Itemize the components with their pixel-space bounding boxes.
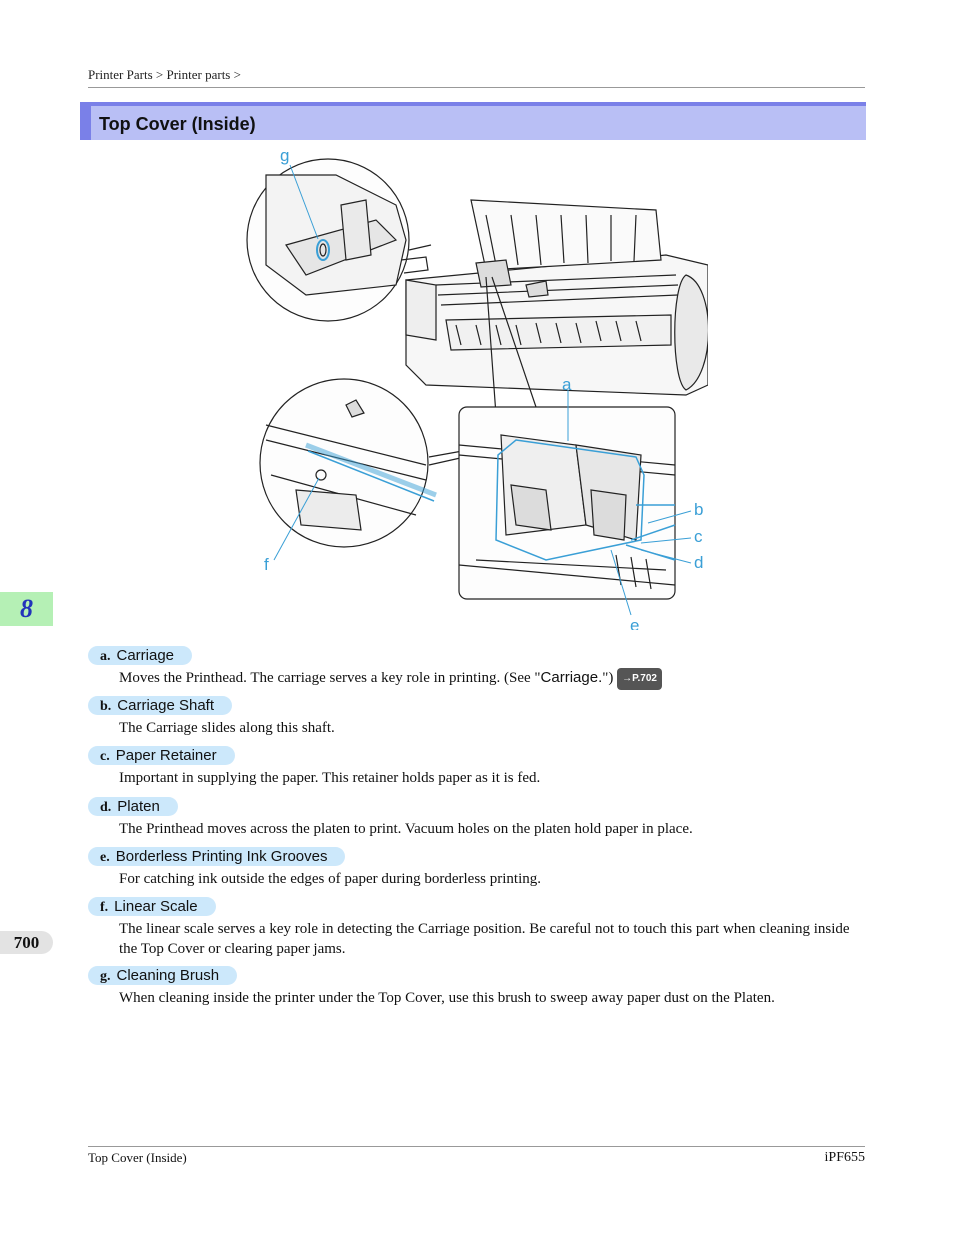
item-tag: d. Platen xyxy=(88,797,178,816)
item-description: The linear scale serves a key role in detecting the Carriage position. Be careful not to touch this part when cleaning inside the Top Cover or clearing paper jams. xyxy=(119,921,850,957)
section-header-accent xyxy=(80,106,91,140)
label-f: f xyxy=(264,555,269,574)
label-d: d xyxy=(694,553,704,572)
item-description: The Printhead moves across the platen to print. Vacuum holes on the platen hold paper in place. xyxy=(119,821,693,837)
list-item-platen xyxy=(88,797,868,839)
list-item-carriage-shaft xyxy=(88,696,868,738)
page-number-tab: 700 xyxy=(0,931,53,954)
printer-illustration xyxy=(246,145,708,630)
item-description: The Carriage slides along this shaft. xyxy=(119,720,335,736)
item-description: When cleaning inside the printer under the Top Cover, use this brush to sweep away paper dust on the Platen. xyxy=(119,990,775,1006)
top-cover xyxy=(471,200,661,270)
list-item-ink-grooves xyxy=(88,847,868,889)
header-divider xyxy=(88,87,865,88)
label-b: b xyxy=(694,500,704,519)
item-description: Important in supplying the paper. This retainer holds paper as it is fed. xyxy=(119,770,541,786)
item-tag: e. Borderless Printing Ink Grooves xyxy=(88,847,345,866)
item-description: Moves the Printhead. The carriage serves a key role in printing. (See "Carriage.") →P.702 xyxy=(119,668,868,690)
list-item-linear-scale xyxy=(88,897,868,959)
item-tag: c. Paper Retainer xyxy=(88,746,235,765)
item-tag: f. Linear Scale xyxy=(88,897,216,916)
breadcrumb[interactable]: Printer Parts > Printer parts > xyxy=(88,67,241,82)
carriage-reference-link[interactable]: Carriage. xyxy=(540,669,603,686)
section-title: Top Cover (Inside) xyxy=(99,114,256,134)
item-tag: g. Cleaning Brush xyxy=(88,966,237,985)
footer-section-title: Top Cover (Inside) xyxy=(88,1150,187,1165)
label-e: e xyxy=(630,616,640,630)
footer-model-name: iPF655 xyxy=(824,1150,865,1165)
label-c: c xyxy=(694,527,703,546)
item-description: For catching ink outside the edges of paper during borderless printing. xyxy=(119,871,541,887)
list-item-carriage xyxy=(88,646,868,690)
chapter-tab: 8 xyxy=(0,592,53,626)
label-g: g xyxy=(280,146,290,165)
list-item-paper-retainer xyxy=(88,746,868,788)
item-tag: b. Carriage Shaft xyxy=(88,696,232,715)
list-item-cleaning-brush xyxy=(88,966,868,1008)
footer-divider xyxy=(88,1146,865,1147)
page-link-button[interactable]: →P.702 xyxy=(617,668,662,690)
item-tag: a. Carriage xyxy=(88,646,192,665)
label-a: a xyxy=(562,375,572,394)
section-header xyxy=(80,102,866,140)
